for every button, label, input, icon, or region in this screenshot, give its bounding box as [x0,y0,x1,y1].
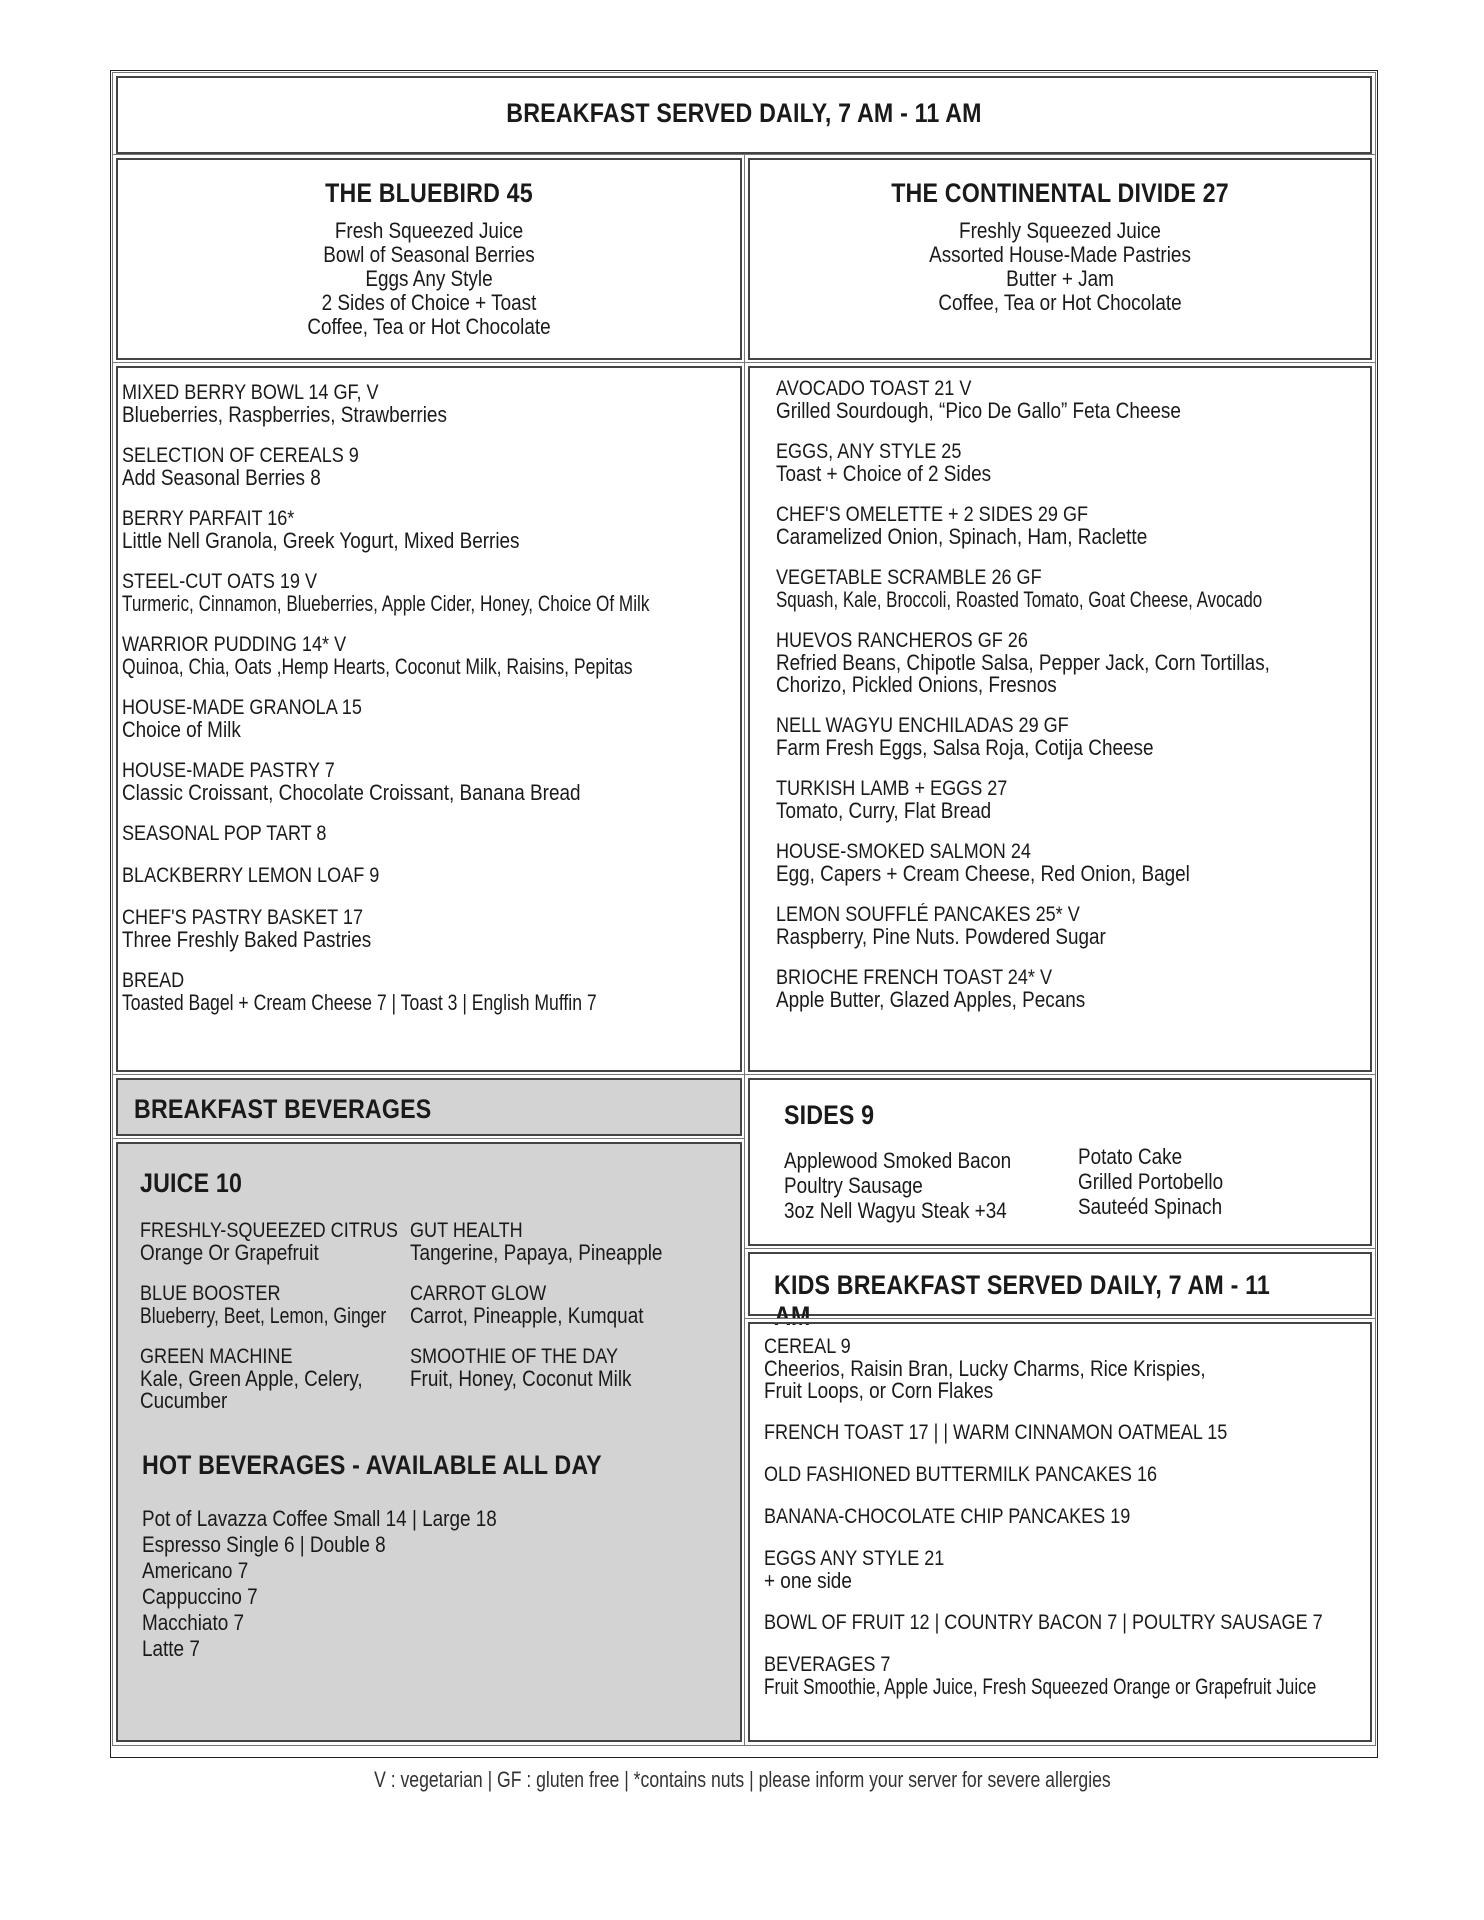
menu-item: VEGETABLE SCRAMBLE 26 GF Squash, Kale, Broccoli, Roasted Tomato, Goat Cheese, Avocado [776,566,1263,612]
juice-item: SMOOTHIE OF THE DAY Fruit, Honey, Coconut Milk [410,1345,632,1391]
menu-item: SELECTION OF CEREALS 9 Add Seasonal Berries 8 [122,444,359,490]
menu-item: HUEVOS RANCHEROS GF 26 Refried Beans, Chipotle Salsa, Pepper Jack, Corn Tortillas, Chorizo, Pickled Onions, Fresnos [776,629,1270,697]
menu-item: WARRIOR PUDDING 14* V Quinoa, Chia, Oats ,Hemp Hearts, Coconut Milk, Raisins, Pepitas [122,633,633,679]
package-line: Freshly Squeezed Juice [959,218,1161,243]
side-item: Potato Cake [1078,1144,1183,1169]
menu-item: BERRY PARFAIT 16* Little Nell Granola, Greek Yogurt, Mixed Berries [122,507,520,553]
hot-beverage-line: Cappuccino 7 [142,1584,258,1609]
package-title: THE CONTINENTAL DIVIDE 27 [891,178,1229,208]
menu-right-box [748,366,1372,1072]
kids-item: FRENCH TOAST 17 | | WARM CINNAMON OATMEAL 15 [764,1421,1228,1444]
kids-header-box [748,1252,1372,1331]
package-line: Bowl of Seasonal Berries [323,242,535,267]
side-item: 3oz Nell Wagyu Steak +34 [784,1198,1007,1223]
menu-item: STEEL-CUT OATS 19 V Turmeric, Cinnamon, Blueberries, Apple Cider, Honey, Choice Of Milk [122,570,650,616]
menu-item: EGGS, ANY STYLE 25 Toast + Choice of 2 Sides [776,440,992,486]
kids-item: BOWL OF FRUIT 12 | COUNTRY BACON 7 | POULTRY SAUSAGE 7 [764,1611,1323,1634]
menu-item: SEASONAL POP TART 8 [122,822,327,845]
menu-item: CHEF'S PASTRY BASKET 17 Three Freshly Baked Pastries [122,906,372,952]
juice-item: GREEN MACHINE Kale, Green Apple, Celery, Cucumber [140,1345,363,1413]
kids-item: OLD FASHIONED BUTTERMILK PANCAKES 16 [764,1463,1158,1486]
menu-item: CHEF'S OMELETTE + 2 SIDES 29 GF Caramelized Onion, Spinach, Ham, Raclette [776,503,1148,549]
menu-item: MIXED BERRY BOWL 14 GF, V Blueberries, Raspberries, Strawberries [122,381,447,427]
kids-item: EGGS ANY STYLE 21 + one side [764,1547,945,1593]
package-line: Fresh Squeezed Juice [334,218,524,243]
juice-item: BLUE BOOSTER Blueberry, Beet, Lemon, Ginger [140,1282,387,1328]
package-line: 2 Sides of Choice + Toast [321,290,537,315]
kids-title: KIDS BREAKFAST SERVED DAILY, 7 AM - 11 AM [774,1270,1271,1331]
side-item: Sauteéd Spinach [1078,1194,1223,1219]
hot-beverage-line: Espresso Single 6 | Double 8 [142,1532,386,1557]
sides-box [748,1078,1372,1246]
kids-item: CEREAL 9 Cheerios, Raisin Bran, Lucky Charms, Rice Krispies, Fruit Loops, or Corn Flakes [764,1335,1206,1403]
juice-item: CARROT GLOW Carrot, Pineapple, Kumquat [410,1282,644,1328]
kids-item: BANANA-CHOCOLATE CHIP PANCAKES 19 [764,1505,1131,1528]
side-item: Applewood Smoked Bacon [784,1148,1012,1173]
side-item: Poultry Sausage [784,1173,923,1198]
menu-item: HOUSE-MADE PASTRY 7 Classic Croissant, Chocolate Croissant, Banana Bread [122,759,581,805]
side-item: Grilled Portobello [1078,1169,1224,1194]
juice-item: FRESHLY-SQUEEZED CITRUS Orange Or Grapefruit [140,1219,398,1265]
hot-beverage-line: Latte 7 [142,1636,200,1661]
menu-item: BLACKBERRY LEMON LOAF 9 [122,864,380,887]
hot-beverage-line: Americano 7 [142,1558,249,1583]
menu-item: BRIOCHE FRENCH TOAST 24* V Apple Butter, Glazed Apples, Pecans [776,966,1086,1012]
allergy-footer: V : vegetarian | GF : gluten free | *contains nuts | please inform your server for severe allergies [373,1767,1111,1792]
menu-item: BREAD Toasted Bagel + Cream Cheese 7 | Toast 3 | English Muffin 7 [122,969,597,1015]
page-title: BREAKFAST SERVED DAILY, 7 AM - 11 AM [506,98,982,128]
menu-item: TURKISH LAMB + EGGS 27 Tomato, Curry, Flat Bread [776,777,1008,823]
juice-title: JUICE 10 [140,1168,243,1198]
package-line: Butter + Jam [1006,266,1114,291]
menu-item: LEMON SOUFFLÉ PANCAKES 25* V Raspberry, Pine Nuts. Powdered Sugar [776,903,1106,949]
menu-item: NELL WAGYU ENCHILADAS 29 GF Farm Fresh Eggs, Salsa Roja, Cotija Cheese [776,714,1154,760]
hot-beverage-line: Pot of Lavazza Coffee Small 14 | Large 18 [142,1506,497,1531]
beverages-title: BREAKFAST BEVERAGES [134,1094,432,1124]
package-bluebird [116,158,742,360]
package-line: Assorted House-Made Pastries [929,242,1191,267]
package-line: Eggs Any Style [365,266,493,291]
menu-left-box [116,366,742,1072]
hot-beverage-line: Macchiato 7 [142,1610,245,1635]
kids-box [748,1322,1372,1742]
menu-item: HOUSE-MADE GRANOLA 15 Choice of Milk [122,696,362,742]
package-line: Coffee, Tea or Hot Chocolate [307,314,551,339]
package-continental [748,158,1372,360]
beverages-box [116,1142,742,1742]
header-box [116,76,1372,154]
kids-item: BEVERAGES 7 Fruit Smoothie, Apple Juice, Fresh Squeezed Orange or Grapefruit Juice [764,1653,1317,1699]
menu-item: AVOCADO TOAST 21 V Grilled Sourdough, “Pico De Gallo” Feta Cheese [776,377,1181,423]
sides-title: SIDES 9 [784,1100,875,1130]
hot-beverages-title: HOT BEVERAGES - AVAILABLE ALL DAY [142,1450,602,1480]
package-line: Coffee, Tea or Hot Chocolate [938,290,1182,315]
beverages-header-box [116,1078,742,1136]
package-title: THE BLUEBIRD 45 [325,178,533,208]
juice-item: GUT HEALTH Tangerine, Papaya, Pineapple [410,1219,663,1265]
menu-item: HOUSE-SMOKED SALMON 24 Egg, Capers + Cream Cheese, Red Onion, Bagel [776,840,1190,886]
